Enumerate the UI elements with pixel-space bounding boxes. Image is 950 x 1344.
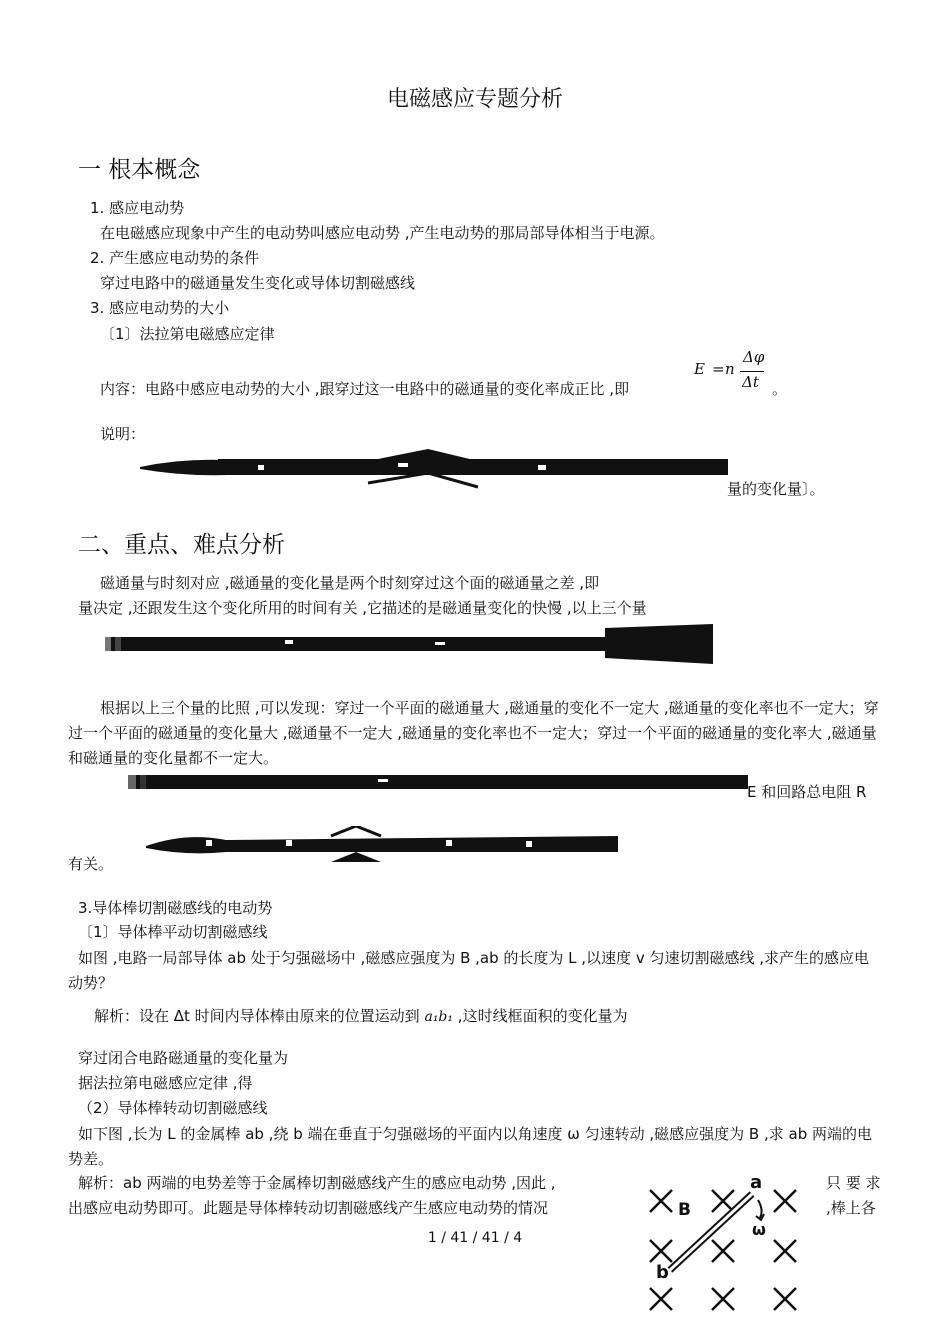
garbled-scan-line (128, 772, 748, 792)
s2-p2-text: 根据以上三个量的比照 ,可以发现：穿过一个平面的磁通量大 ,磁通量的变化不一定大 ,磁通量的变化率也不一定大；穿过一个平面的磁通量的变化量大 ,磁通量不一定大 ,磁通量的变化率也不一定大；穿过一个平面的磁通量的变化率大 ,磁通量和磁通量的变化量都不一定大。 (68, 699, 879, 767)
s2-sub1: 〔1〕导体棒平动切割磁感线 (78, 923, 268, 941)
item1-body: 在电磁感应现象中产生的电动势叫感应电动势 ,产生电动势的那局部导体相当于电源。 (100, 224, 665, 242)
analysis2-right1: 只 要 求 (826, 1174, 881, 1192)
s2-sub2: （2）导体棒转动切割磁感线 (78, 1099, 268, 1117)
faraday-formula (690, 348, 770, 398)
s2-sub2-body-text: 如下图 ,长为 L 的金属棒 ab ,绕 b 端在垂直于匀强磁场的平面内以角速度 ω 匀速转动 ,磁感应强度为 B ,求 ab 两端的电势差。 (68, 1125, 872, 1168)
s2-p3-tail: E 和回路总电阻 R (747, 783, 867, 801)
item3-subtitle: 〔1〕法拉第电磁感应定律 (100, 325, 275, 343)
note-tail: 量的变化量〕。 (727, 480, 825, 498)
note-label: 说明： (100, 425, 146, 443)
content-period: 。 (772, 380, 788, 398)
item2-body: 穿过电路中的磁通量发生变化或导体切割磁感线 (100, 274, 416, 292)
s2-p1-line1: 磁通量与时刻对应 ,磁通量的变化量是两个时刻穿过这个面的磁通量之差 ,即 (100, 574, 600, 592)
s2-sub1-body (68, 946, 883, 996)
section2-heading: 二、重点、难点分析 (78, 532, 285, 558)
analysis1-symbol: a₁b₁ (424, 1009, 454, 1025)
analysis2-right2: ,棒上各 (826, 1199, 876, 1217)
item3-title: 3. 感应电动势的大小 (90, 299, 230, 317)
item2-title: 2. 产生感应电动势的条件 (90, 249, 260, 267)
formula-lhs: E (694, 360, 705, 378)
s2-sub2-body (68, 1122, 883, 1172)
analysis2-line1: 解析：ab 两端的电势差等于金属棒切割磁感线产生的感应电动势 ,因此 , (78, 1174, 556, 1192)
s2-p4: 有关。 (68, 855, 114, 873)
law-content: 内容：电路中感应电动势的大小 ,跟穿过这一电路中的磁通量的变化率成正比 ,即 (100, 380, 630, 398)
page-footer: 1 / 41 / 41 / 4 (427, 1230, 523, 1246)
faraday-line: 据法拉第电磁感应定律 ,得 (78, 1074, 253, 1092)
analysis1-a: 解析：设在 Δt 时间内导体棒由原来的位置运动到 (94, 1007, 420, 1025)
item1-title: 1. 感应电动势 (90, 199, 185, 217)
s2-p2 (68, 696, 883, 771)
garbled-scan-note (138, 447, 728, 491)
analysis2-line2: 出感应电动势即可。此题是导体棒转动切割磁感线产生感应电动势的情况 (68, 1199, 549, 1217)
page-title: 电磁感应专题分析 (386, 87, 563, 112)
formula-n: n (725, 360, 735, 378)
s2-sub1-body-text: 如图 ,电路一局部导体 ab 处于匀强磁场中 ,磁感应强度为 B ,ab 的长度为 L ,以速度 v 匀速切割磁感线 ,求产生的感应电动势？ (68, 949, 870, 992)
field-label-B: B (678, 1200, 691, 1220)
garbled-scan-table (105, 624, 713, 664)
garbled-scan-formula (146, 826, 618, 864)
rod-end-a-label: a (750, 1172, 763, 1193)
formula-denominator: Δt (742, 373, 759, 391)
s2-analysis1 (94, 1006, 628, 1027)
rotating-rod-figure (640, 1170, 810, 1320)
analysis1-b: ,这时线框面积的变化量为 (457, 1007, 628, 1025)
fraction-bar (740, 371, 764, 372)
magnetic-field-crosses (640, 1170, 810, 1320)
omega-label: ω (752, 1220, 766, 1239)
s2-item3: 3.导体棒切割磁感线的电动势 (78, 899, 273, 917)
formula-numerator: Δφ (743, 348, 765, 366)
flux-change-line: 穿过闭合电路磁通量的变化量为 (78, 1049, 289, 1067)
section1-heading: 一 根本概念 (78, 157, 201, 183)
formula-eq: = (712, 360, 725, 378)
s2-p1-line2: 量决定 ,还跟发生这个变化所用的时间有关 ,它描述的是磁通量变化的快慢 ,以上三个量 (78, 599, 647, 617)
rod-end-b-label: b (656, 1262, 669, 1283)
